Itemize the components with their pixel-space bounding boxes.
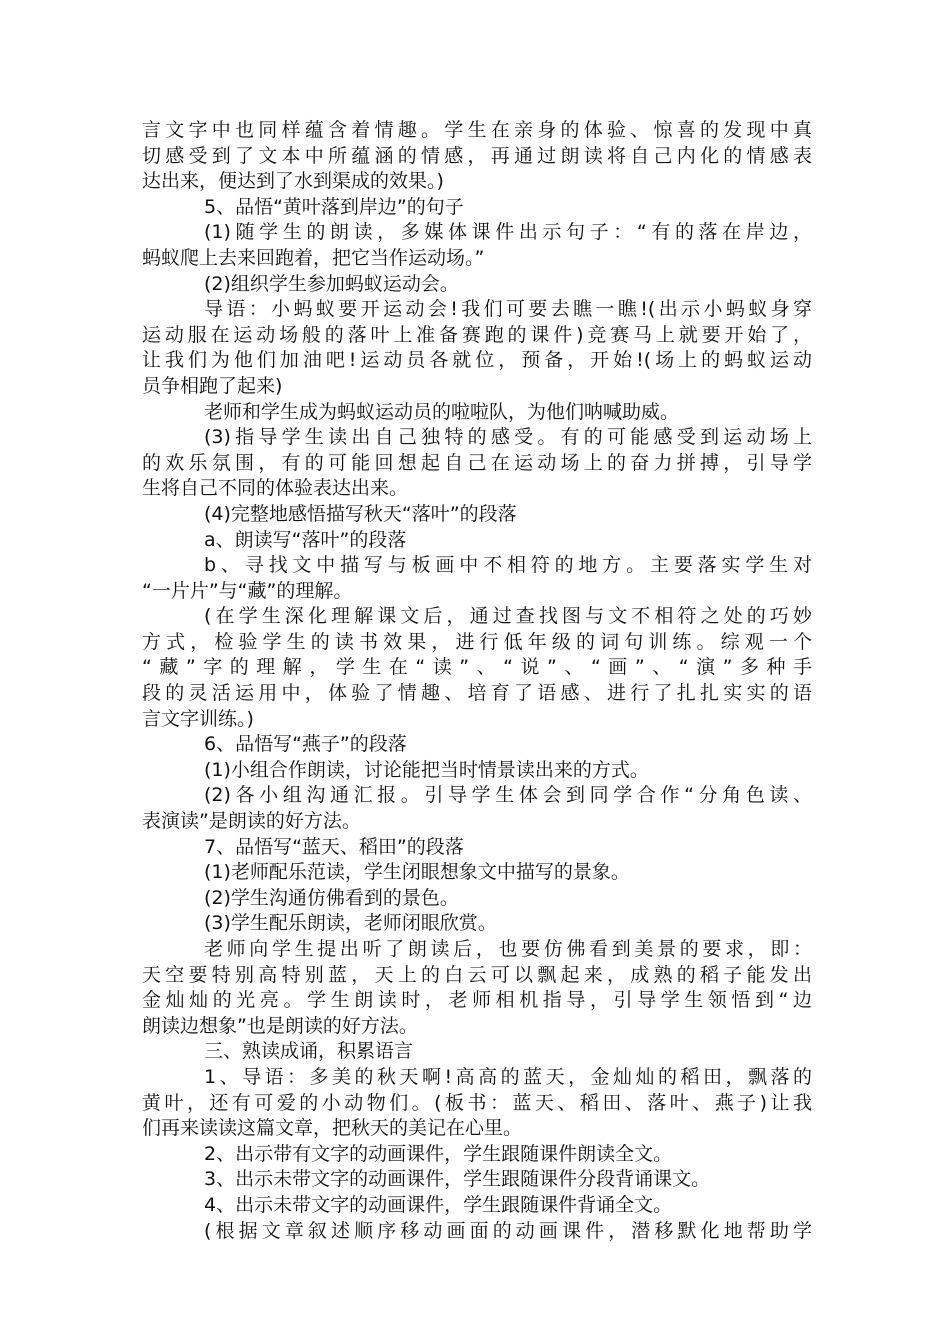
text-line: 员争相跑了起来) <box>142 374 283 397</box>
text-line: 老师向学生提出听了朗读后，也要仿佛看到美景的要求，即： <box>204 938 812 960</box>
text-line: (3)指导学生读出自己独特的感受。有的可能感受到运动场上 <box>204 426 812 449</box>
text-line: 切感受到了文本中所蕴涵的情感，再通过朗读将自己内化的情感表 <box>142 144 812 167</box>
text-line: “一片片”与“藏”的理解。 <box>142 579 353 602</box>
text-line: b、寻找文中描写与板画中不相符的地方。主要落实学生对 <box>204 554 812 577</box>
text-line: 的欢乐氛围，有的可能回想起自己在运动场上的奋力拼搏，引导学 <box>142 451 812 474</box>
text-line: 1、导语：多美的秋天啊!高高的蓝天，金灿灿的稻田，飘落的 <box>204 1065 812 1088</box>
text-line: (1)老师配乐范读，学生闭眼想象文中描写的景象。 <box>204 861 630 884</box>
text-line: 方式，检验学生的读书效果，进行低年级的词句训练。综观一个 <box>142 630 812 653</box>
text-line: (1)随学生的朗读，多媒体课件出示句子：“有的落在岸边， <box>204 221 812 244</box>
text-line: (1)小组合作朗读，讨论能把当时情景读出来的方式。 <box>204 758 649 781</box>
text-line: 让我们为他们加油吧!运动员各就位，预备，开始!(场上的蚂蚁运动 <box>142 349 812 372</box>
text-line: 2、出示带有文字的动画课件，学生跟随课件朗读全文。 <box>204 1142 673 1165</box>
text-line: (2)学生沟通仿佛看到的景色。 <box>204 886 459 909</box>
text-line: 5、品悟“黄叶落到岸边”的句子 <box>204 195 464 218</box>
text-line: (2)各小组沟通汇报。引导学生体会到同学合作“分角色读、 <box>204 784 812 807</box>
text-line: 言文字中也同样蕴含着情趣。学生在亲身的体验、惊喜的发现中真 <box>142 119 812 141</box>
text-line: a、朗读写“落叶”的段落 <box>204 528 407 551</box>
text-line: 生将自己不同的体验表达出来。 <box>142 477 409 500</box>
text-line: 4、出示未带文字的动画课件，学生跟随课件背诵全文。 <box>204 1193 673 1216</box>
text-line: “藏”字的理解，学生在“读”、“说”、“画”、“演”多种手 <box>142 656 812 679</box>
text-line: (4)完整地感悟描写秋天“落叶”的段落 <box>204 502 517 525</box>
document-body <box>142 118 812 1244</box>
text-line: 言文字训练。) <box>142 707 254 730</box>
text-line: 黄叶，还有可爱的小动物们。(板书：蓝天、稻田、落叶、燕子)让我 <box>142 1091 812 1114</box>
text-line: (根据文章叙述顺序移动画面的动画课件，潜移默化地帮助学 <box>204 1219 812 1242</box>
text-line: 天空要特别高特别蓝，天上的白云可以飘起来，成熟的稻子能发出 <box>142 963 812 986</box>
text-line: 表演读”是朗读的好方法。 <box>142 810 361 833</box>
text-line: 段的灵活运用中，体验了情趣、培育了语感、进行了扎扎实实的语 <box>142 682 812 705</box>
text-line: 7、品悟写“蓝天、稻田”的段落 <box>204 835 464 858</box>
text-line: 们再来读读这篇文章，把秋天的美记在心里。 <box>142 1117 523 1140</box>
text-line: (在学生深化理解课文后，通过查找图与文不相符之处的巧妙 <box>204 605 812 628</box>
text-line: 3、出示未带文字的动画课件，学生跟随课件分段背诵课文。 <box>204 1168 711 1191</box>
text-line: 三、熟读成诵，积累语言 <box>204 1040 414 1063</box>
text-line: 导语：小蚂蚁要开运动会!我们可要去瞧一瞧!(出示小蚂蚁身穿 <box>204 298 812 321</box>
text-line: 6、品悟写“燕子”的段落 <box>204 733 407 756</box>
text-line: (3)学生配乐朗读，老师闭眼欣赏。 <box>204 912 497 935</box>
text-line: 朗读边想象”也是朗读的好方法。 <box>142 1014 418 1037</box>
text-line: 金灿灿的光亮。学生朗读时，老师相机指导，引导学生领悟到“边 <box>142 989 812 1012</box>
text-line: 达出来，便达到了水到渠成的效果。) <box>142 170 444 193</box>
text-line: 蚂蚁爬上去来回跑着，把它当作运动场。” <box>142 246 485 269</box>
text-line: (2)组织学生参加蚂蚁运动会。 <box>204 272 459 295</box>
text-line: 老师和学生成为蚂蚁运动员的啦啦队，为他们呐喊助威。 <box>204 400 680 423</box>
text-line: 运动服在运动场般的落叶上准备赛跑的课件)竞赛马上就要开始了， <box>142 323 812 346</box>
